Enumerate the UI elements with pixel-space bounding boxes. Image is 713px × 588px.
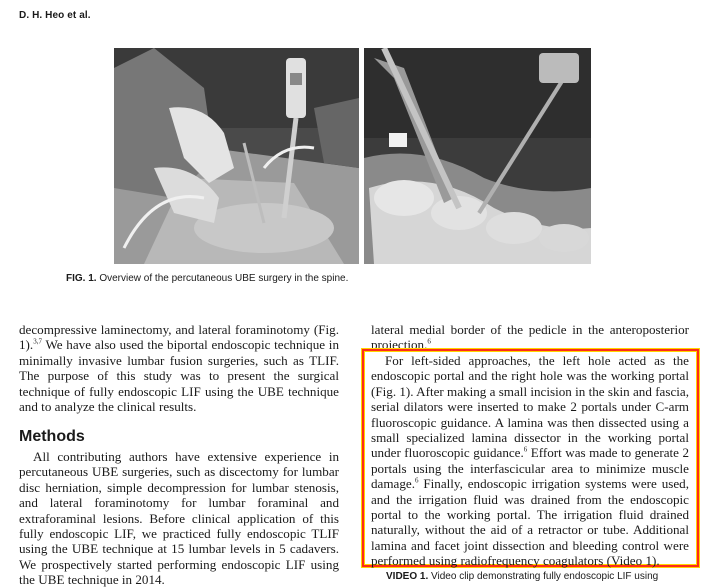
figure-label: FIG. 1. [66, 273, 97, 284]
body-paragraph-highlighted [371, 353, 689, 569]
citation-ref: 6 [523, 446, 528, 455]
text-segment: We have also used the biportal endoscopic technique in minimally invasive lumbar fusion surgeries, such as TLIF. The purpose of this study was to present the surgical technique of fully endoscopic LIF using the UBE technique and to analyze the clinical results. [19, 337, 339, 415]
citation-ref: 3,7 [33, 338, 42, 347]
text-segment: For left-sided approaches, the left hole acted as the endoscopic portal and the right hole was the working portal (Fig. 1). After making a small incision in the skin and fascia, serial dilators were inserted to make 2 portals under C-arm fluoroscopic guidance. A lamina was then dissected using a small specialized lamina dissector in the working portal under fluoroscopic guidance. [371, 353, 689, 461]
citation-ref: 6 [427, 338, 431, 347]
video-label: VIDEO 1. [386, 571, 429, 582]
running-head: D. H. Heo et al. [19, 10, 91, 21]
figure-caption-text: Overview of the percutaneous UBE surgery in the spine. [99, 273, 349, 284]
figure-caption [66, 273, 348, 284]
figure-photo-left [114, 48, 359, 264]
video-caption-text: Video clip demonstrating fully endoscopic LIF using [431, 571, 659, 582]
section-heading-methods: Methods [19, 428, 85, 445]
body-paragraph-intro [19, 322, 339, 414]
body-paragraph-methods: All contributing authors have extensive experience in percutaneous UBE surgeries, such as discectomy for lumbar disc herniation, simple decompression for lumbar stenosis, and lateral foraminotomy for lumbar foraminal and extraforaminal lesions. Before clinical application of this fully endoscopic LIF, we practiced fully endoscopic TLIF using the UBE technique at 15 lumbar levels in 5 cadavers. We prospectively started performing endoscopic LIF using the UBE technique in 2014. [19, 449, 339, 588]
text-segment: decompressive laminectomy, and lateral foraminotomy (Fig. 1). [19, 322, 339, 353]
citation-ref: 6 [415, 476, 419, 485]
text-segment: Finally, endoscopic irrigation systems were used, and the irrigation fluid was drained from the endoscopic portal to the working portal. The irrigation fluid drained naturally, without the aid of a retractor or tube. Additional lamina and facet joint dissection and bleeding control were performed using radiofrequency coagulators (Video 1). [371, 476, 689, 569]
text-segment: lateral medial border of the pedicle in the anteroposterior projection. [371, 322, 689, 353]
video-caption [386, 571, 658, 582]
surgery-photo-left [114, 48, 359, 264]
spine-model-photo-right [364, 48, 591, 264]
figure-photo-right [364, 48, 591, 264]
text-segment: Effort was made to generate 2 portals using the interfascicular area to minimize muscle damage. [371, 445, 689, 492]
